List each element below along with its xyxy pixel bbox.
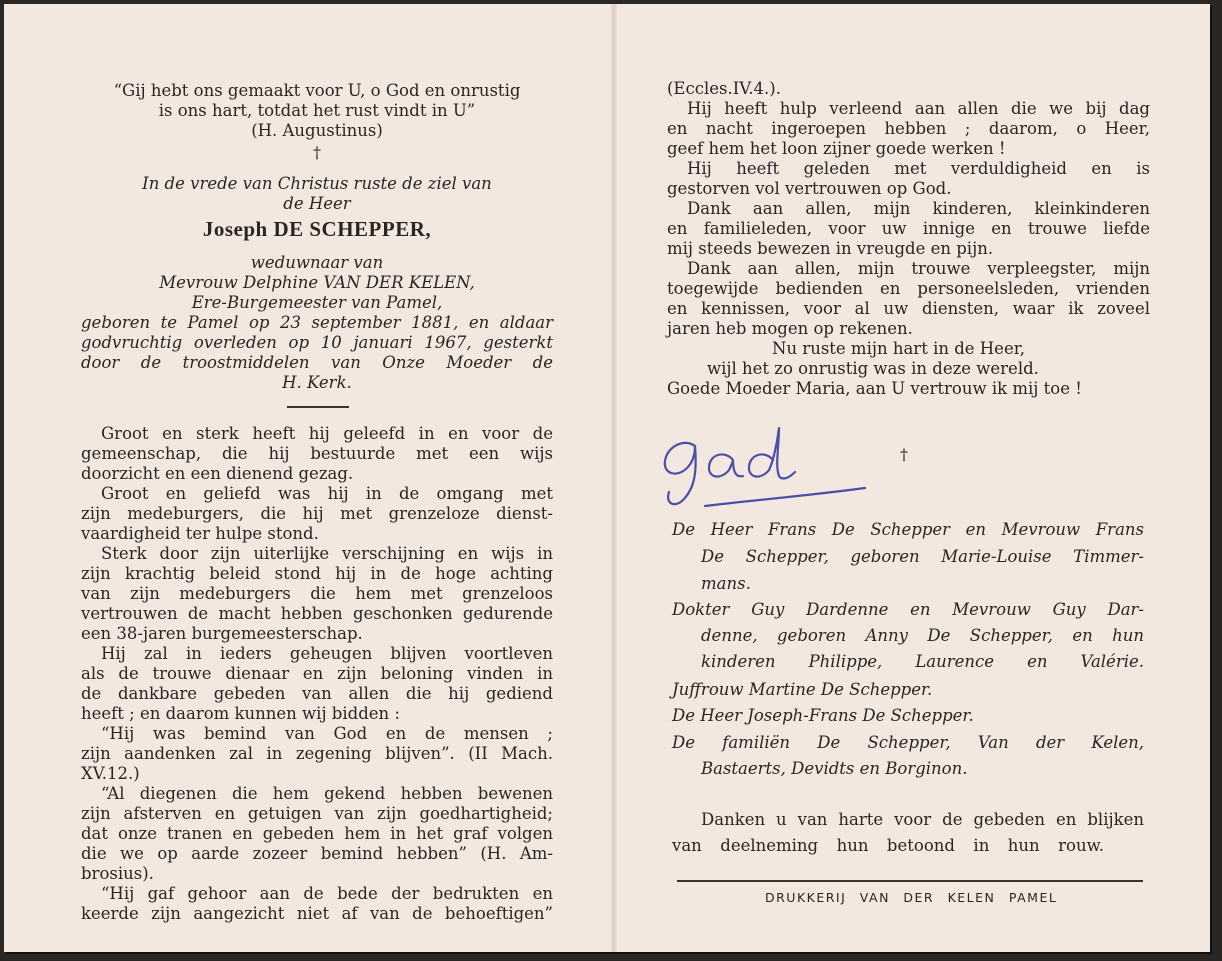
- body-line: toegewijde bedienden en personeelsleden, vrienden: [667, 279, 1150, 298]
- thanks-line: Danken u van harte voor de gebeden en blijken: [701, 810, 1144, 829]
- right-page: [617, 4, 1210, 952]
- body-line: wijl het zo onrustig was in deze wereld.: [707, 359, 1039, 378]
- printer-credit: DRUKKERIJ VAN DER KELEN PAMEL: [765, 890, 1058, 905]
- printer-rule: [677, 880, 1143, 882]
- body-line: Dank aan allen, mijn trouwe verpleegster, mijn: [687, 259, 1150, 278]
- detail-line: geboren te Pamel op 23 september 1881, en aldaar: [81, 313, 553, 332]
- body-line: als de trouwe dienaar en zijn beloning vinden in: [81, 664, 553, 683]
- family-line: De Schepper, geboren Marie-Louise Timmer-: [701, 547, 1144, 566]
- body-line: die we op aarde zozeer bemind hebben” (H. Am-: [81, 844, 553, 863]
- deceased-name: Joseph DE SCHEPPER,: [202, 217, 432, 241]
- detail-line: godvruchtig overleden op 10 januari 1967, gesterkt: [81, 333, 553, 352]
- quote-line: “Gij hebt ons gemaakt voor U, o God en onrustig: [113, 81, 521, 100]
- family-line: Dokter Guy Dardenne en Mevrouw Guy Dar-: [672, 600, 1144, 619]
- body-line: van zijn medeburgers die hem met grenzeloos: [81, 584, 553, 603]
- body-line: een 38-jaren burgemeesterschap.: [81, 624, 363, 643]
- body-line: mij steeds bewezen in vreugde en pijn.: [667, 239, 994, 258]
- body-line: (Eccles.IV.4.).: [667, 79, 781, 98]
- body-line: gemeenschap, die hij bestuurde met een wijs: [81, 444, 553, 463]
- body-line: vertrouwen de macht hebben geschonken gedurende: [81, 604, 553, 623]
- body-line: Hij heeft geleden met verduldigheid en is: [687, 159, 1150, 178]
- body-line: keerde zijn aangezicht niet af van de behoeftigen”: [81, 904, 553, 923]
- body-line: dat onze tranen en gebeden hem in het graf volgen: [81, 824, 553, 843]
- left-page: [4, 4, 611, 952]
- body-line: Nu ruste mijn hart in de Heer,: [772, 339, 1026, 358]
- body-line: zijn afsterven en getuigen van zijn goedhartigheid;: [81, 804, 553, 823]
- divider: [287, 406, 349, 408]
- body-line: Sterk door zijn uiterlijke verschijning en wijs in: [101, 544, 553, 563]
- detail-line: Mevrouw Delphine VAN DER KELEN,: [159, 273, 475, 292]
- family-line: Juffrouw Martine De Schepper.: [672, 680, 933, 699]
- memorial-card: [4, 4, 1210, 952]
- body-line: gestorven vol vertrouwen op God.: [667, 179, 952, 198]
- family-line: De Heer Joseph-Frans De Schepper.: [672, 706, 974, 725]
- body-line: doorzicht en een dienend gezag.: [81, 464, 354, 483]
- detail-line: Ere-Burgemeester van Pamel,: [191, 293, 443, 312]
- body-line: “Hij was bemind van God en de mensen ;: [101, 724, 553, 743]
- body-line: Hij heeft hulp verleend aan allen die we bij dag: [687, 99, 1150, 118]
- body-line: “Hij gaf gehoor aan de bede der bedrukten en: [101, 884, 553, 903]
- body-line: vaardigheid ter hulpe stond.: [81, 524, 319, 543]
- body-line: heeft ; en daarom kunnen wij bidden :: [81, 704, 400, 723]
- intro-line: In de vrede van Christus ruste de ziel van: [142, 174, 492, 193]
- body-line: Goede Moeder Maria, aan U vertrouw ik mij toe !: [667, 379, 1082, 398]
- cross-icon: †: [900, 445, 908, 464]
- body-line: Hij zal in ieders geheugen blijven voortleven: [101, 644, 553, 663]
- body-line: Dank aan allen, mijn kinderen, kleinkinderen: [687, 199, 1150, 218]
- body-line: en kennissen, voor al uw diensten, waar ik zoveel: [667, 299, 1150, 318]
- body-line: de dankbare gebeden van allen die hij gediend: [81, 684, 553, 703]
- body-line: jaren heb mogen op rekenen.: [667, 319, 913, 338]
- family-line: mans.: [701, 574, 751, 593]
- body-line: zijn krachtig beleid stond hij in de hoge achting: [81, 564, 553, 583]
- quote-line: is ons hart, totdat het rust vindt in U”: [158, 101, 476, 120]
- body-line: zijn medeburgers, die hij met grenzeloze dienst-: [81, 504, 553, 523]
- family-line: kinderen Philippe, Laurence en Valérie.: [701, 652, 1144, 671]
- body-line: Groot en geliefd was hij in de omgang met: [101, 484, 553, 503]
- family-line: Bastaerts, Devidts en Borginon.: [701, 759, 968, 778]
- body-line: zijn aandenken zal in zegening blijven”. (II Mach.: [81, 744, 553, 763]
- detail-line: H. Kerk.: [282, 373, 352, 392]
- family-line: De Heer Frans De Schepper en Mevrouw Frans: [672, 520, 1144, 539]
- body-line: brosius).: [81, 864, 154, 883]
- body-line: en nacht ingeroepen hebben ; daarom, o Heer,: [667, 119, 1150, 138]
- body-line: “Al diegenen die hem gekend hebben bewenen: [101, 784, 553, 803]
- body-line: XV.12.): [81, 764, 140, 783]
- thanks-line: van deelneming hun betoond in hun rouw.: [672, 836, 1104, 855]
- family-line: De familiën De Schepper, Van der Kelen,: [672, 733, 1144, 752]
- body-line: en familieleden, voor uw innige en trouwe liefde: [667, 219, 1150, 238]
- intro-line: de Heer: [283, 194, 351, 213]
- cross-icon: †: [313, 143, 321, 162]
- body-line: Groot en sterk heeft hij geleefd in en voor de: [101, 424, 553, 443]
- quote-line: (H. Augustinus): [251, 121, 383, 140]
- detail-line: weduwnaar van: [250, 253, 384, 272]
- signature-image: [655, 416, 875, 516]
- family-line: denne, geboren Anny De Schepper, en hun: [701, 626, 1144, 645]
- body-line: geef hem het loon zijner goede werken !: [667, 139, 1006, 158]
- detail-line: door de troostmiddelen van Onze Moeder de: [81, 353, 553, 372]
